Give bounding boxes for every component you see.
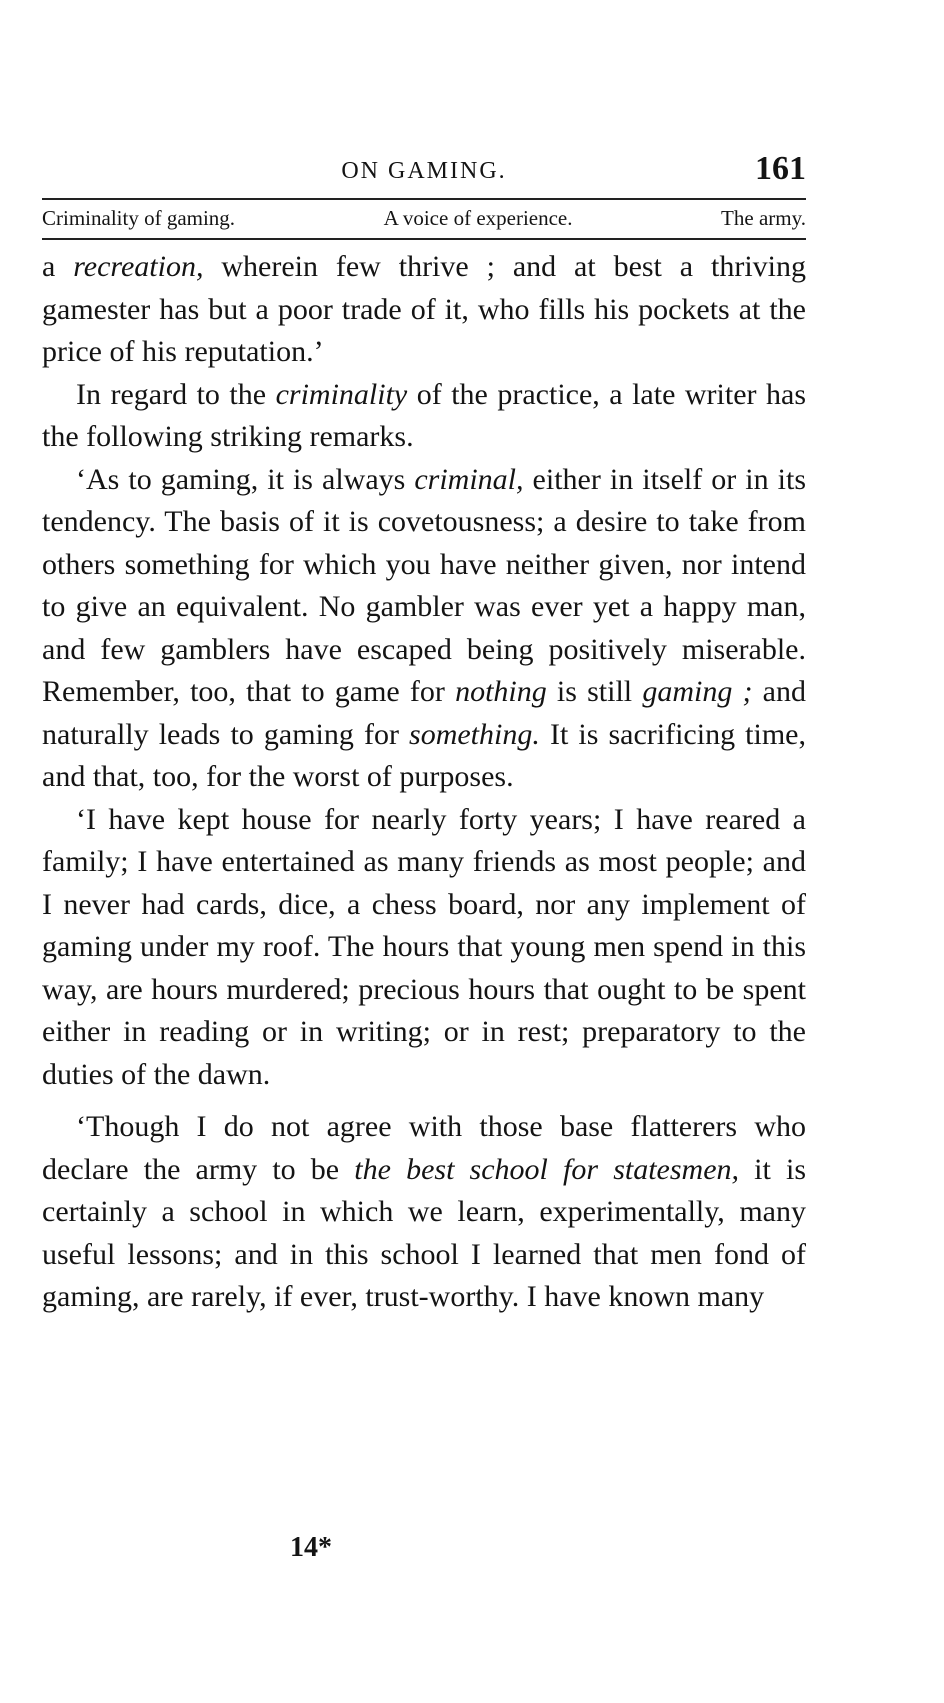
- section-subheads: [42, 206, 806, 236]
- text-run: either in itself or in its tendency. The basis of it is covetousness; a desire to take from others something for which you have neither given, nor intend to give an equivalent. No gambler was ever yet a happy man, and few gamblers have escaped being positively miserable. Remember, too, that to game for: [42, 462, 807, 708]
- text-run: ‘As to gaming, it is always: [76, 462, 415, 496]
- subhead-criminality: Criminality of gaming.: [42, 206, 236, 230]
- body-text: [42, 246, 806, 1319]
- text-run: of the practice, a late writer has the following striking remarks.: [42, 377, 806, 453]
- text-run: ‘I have kept house for nearly forty years; I have reared a family; I have entertained as many friends as most people; and I never had cards, dice, a chess board, nor any implement of gaming under my roof. The hours that young men spend in this way, are hours murdered; precious hours that ought to be spent either in reading or in writing; or in rest; preparatory to the duties of the dawn.: [42, 802, 806, 1091]
- text-run: is still: [546, 675, 643, 708]
- italic-text: the best school for statesmen,: [354, 1152, 740, 1186]
- paragraph: [42, 246, 806, 374]
- text-run: ‘Though I do not agree with those base flatterers who declare the army to be: [42, 1110, 806, 1186]
- page-header: [42, 150, 806, 194]
- subhead-army: The army.: [721, 206, 806, 230]
- paragraph: [42, 459, 806, 799]
- header-rule-bottom: [42, 238, 806, 240]
- page-number: 161: [755, 150, 806, 187]
- running-title: ON GAMING.: [341, 158, 507, 184]
- text-run: and naturally leads to gaming for: [42, 675, 806, 751]
- paragraph: [42, 374, 806, 459]
- paragraph: [42, 1106, 806, 1319]
- italic-text: criminal,: [414, 462, 524, 496]
- paragraph: [42, 799, 806, 1097]
- text-run: It is sacrificing time, and that, too, for the worst of purposes.: [42, 717, 806, 793]
- subhead-voice-of-experience: A voice of experience.: [383, 206, 573, 230]
- text-run: it is certainly a school in which we learn, experimentally, many useful lessons; and in this school I learned that men fond of gaming, are rarely, if ever, trust-worthy. I have known many: [42, 1152, 806, 1313]
- italic-text: nothing: [455, 675, 547, 708]
- text-run: wherein few thrive ; and at best a thriving gamester has but a poor trade of it, who fills his pockets at the price of his reputation.’: [42, 250, 806, 368]
- italic-text: gaming ;: [642, 675, 753, 708]
- italic-text: recreation,: [73, 250, 204, 283]
- text-run: In regard to the: [76, 377, 276, 411]
- italic-text: criminality: [275, 377, 408, 411]
- header-rule-top: [42, 198, 806, 200]
- italic-text: something.: [409, 717, 540, 751]
- text-run: a: [42, 250, 74, 283]
- signature-mark: 14*: [290, 1532, 332, 1563]
